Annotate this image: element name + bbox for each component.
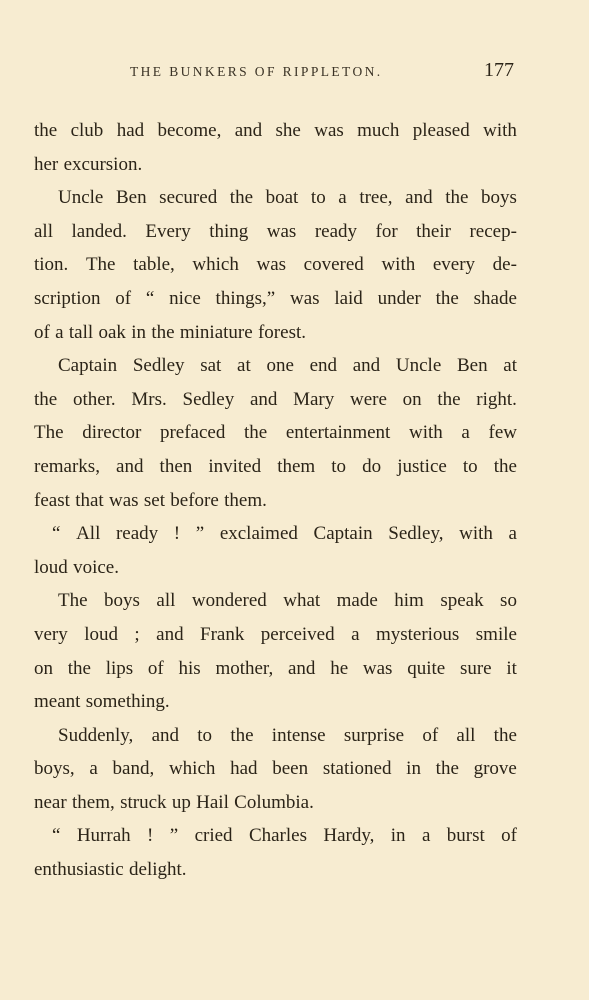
word: was [256, 254, 287, 276]
text-line [34, 719, 517, 753]
text-line [34, 584, 517, 618]
word: enthusiastic [34, 859, 124, 881]
text-line [34, 551, 517, 585]
word: for [375, 220, 398, 242]
text-line [34, 383, 517, 417]
word: what [283, 590, 321, 612]
text-line [34, 181, 517, 215]
word: Captain [58, 355, 118, 377]
word: thing [209, 220, 249, 242]
word: ! [147, 825, 154, 847]
word: all [156, 590, 176, 612]
word: which [192, 254, 239, 276]
word: the [445, 187, 469, 209]
word: feast [34, 489, 70, 511]
word: all [456, 724, 476, 746]
word: secured [159, 187, 218, 209]
word: The [85, 254, 116, 276]
word: the [34, 388, 58, 410]
word: the [67, 657, 91, 679]
word: near [34, 791, 67, 813]
text-line [34, 819, 517, 853]
word: ” [195, 523, 205, 545]
word: under [377, 287, 421, 309]
word: prefaced [159, 422, 226, 444]
text-line [34, 450, 517, 484]
word: of [422, 724, 439, 746]
word: covered [303, 254, 364, 276]
word: excursion. [63, 153, 143, 175]
word: in [390, 825, 406, 847]
word: were [349, 388, 387, 410]
word: de- [492, 254, 517, 276]
word: Hardy, [323, 825, 375, 847]
running-title: THE BUNKERS OF RIPPLETON. [130, 64, 383, 79]
word: Frank [200, 623, 245, 645]
word: something. [85, 691, 170, 713]
text-line [34, 652, 517, 686]
word: tion. [34, 254, 69, 276]
word: exclaimed [219, 523, 298, 545]
word: had [230, 758, 258, 780]
word: at [503, 355, 517, 377]
word: in [131, 321, 147, 343]
text-line [34, 853, 517, 887]
word: All [76, 523, 101, 545]
word: sat [200, 355, 222, 377]
word: with [459, 523, 493, 545]
word: grove [473, 758, 517, 780]
word: director [82, 422, 142, 444]
word: the [435, 758, 459, 780]
word: invited [208, 455, 262, 477]
text-line [34, 517, 517, 551]
word: tall [68, 321, 94, 343]
word: been [272, 758, 309, 780]
word: with [483, 120, 517, 141]
text-line [34, 752, 517, 786]
word: tree, [359, 187, 393, 209]
word: up [171, 791, 191, 813]
word: Ben [115, 187, 147, 209]
word: forest. [257, 321, 306, 343]
word: the [230, 724, 254, 746]
word: loud [34, 556, 68, 578]
word: a [89, 758, 98, 780]
word: table, [133, 254, 175, 276]
word: at [237, 355, 251, 377]
word: The [58, 590, 88, 612]
word: was [109, 489, 139, 511]
word: on [402, 388, 422, 410]
word: and [116, 455, 144, 477]
word: shade [473, 287, 517, 309]
text-line [34, 148, 517, 182]
word: in [406, 758, 421, 780]
word: he [330, 657, 349, 679]
body-text [34, 114, 517, 887]
word: struck [120, 791, 167, 813]
word: pleased [412, 120, 470, 141]
word: wondered [191, 590, 267, 612]
word: one [266, 355, 294, 377]
word: was [314, 120, 344, 141]
word: miniature [179, 321, 253, 343]
word: so [500, 590, 517, 612]
word: of [34, 321, 50, 343]
word: ; [134, 623, 140, 645]
word: Sedley [182, 388, 235, 410]
word: “ [145, 287, 155, 309]
word: the [435, 287, 459, 309]
page-number: 177 [484, 59, 514, 81]
word: do [362, 455, 382, 477]
word: before [170, 489, 219, 511]
word: and [156, 623, 184, 645]
word: on [34, 657, 53, 679]
word: smile [475, 623, 517, 645]
word: and [405, 187, 433, 209]
word: laid [334, 287, 363, 309]
word: much [357, 120, 400, 141]
word: ” [169, 825, 179, 847]
word: her [34, 153, 59, 175]
word: and [352, 355, 381, 377]
word: sure [459, 657, 492, 679]
word: it [506, 657, 517, 679]
running-head [36, 59, 514, 86]
word: the [437, 388, 461, 410]
text-line [34, 215, 517, 249]
word: made [336, 590, 378, 612]
word: boat [265, 187, 299, 209]
word: his [178, 657, 201, 679]
word: and [288, 657, 316, 679]
word: a [351, 623, 360, 645]
word: a [55, 321, 64, 343]
word: the [493, 455, 517, 477]
word: a [338, 187, 347, 209]
word: justice [397, 455, 447, 477]
word: was [289, 287, 320, 309]
word: oak [98, 321, 126, 343]
text-line [34, 282, 517, 316]
word: “ [52, 825, 61, 847]
word: mother, [215, 657, 274, 679]
word: them. [224, 489, 267, 511]
word: Mary [293, 388, 335, 410]
word: very [34, 623, 68, 645]
word: that [75, 489, 104, 511]
word: club [70, 120, 104, 141]
word: voice. [73, 556, 119, 578]
word: loud [84, 623, 118, 645]
word: all [34, 220, 53, 242]
word: them [277, 455, 316, 477]
word: Uncle [58, 187, 104, 209]
word: was [362, 657, 393, 679]
word: speak [440, 590, 484, 612]
word: the [151, 321, 175, 343]
text-line [34, 248, 517, 282]
word: the [493, 724, 517, 746]
word: lips [105, 657, 134, 679]
word: the [34, 120, 58, 141]
word: him [394, 590, 424, 612]
word: Sedley [132, 355, 185, 377]
word: landed. [71, 220, 127, 242]
word: them, [72, 791, 115, 813]
text-line [34, 349, 517, 383]
word: meant [34, 691, 81, 713]
word: few [488, 422, 517, 444]
word: a [421, 825, 431, 847]
word: intense [271, 724, 326, 746]
word: Charles [248, 825, 307, 847]
word: surprise [343, 724, 405, 746]
word: things,” [215, 287, 276, 309]
word: and [151, 724, 179, 746]
word: “ [52, 523, 61, 545]
word: Hail [196, 791, 229, 813]
word: other. [72, 388, 116, 410]
word: boys [481, 187, 517, 209]
word: ready [115, 523, 159, 545]
word: boys [104, 590, 140, 612]
word: to [462, 455, 478, 477]
word: delight. [129, 859, 187, 881]
word: the [243, 422, 268, 444]
word: right. [476, 388, 517, 410]
text-line [34, 786, 517, 820]
word: The [34, 422, 64, 444]
word: Ben [456, 355, 488, 377]
word: their [416, 220, 451, 242]
word: then [159, 455, 193, 477]
word: perceived [260, 623, 335, 645]
word: the [229, 187, 254, 209]
word: of [501, 825, 517, 847]
word: Uncle [395, 355, 442, 377]
text-line [34, 416, 517, 450]
word: had [116, 120, 145, 141]
word: and [234, 120, 263, 141]
word: Suddenly, [58, 724, 134, 746]
text-line [34, 114, 517, 148]
word: Captain [313, 523, 373, 545]
text-line [34, 484, 517, 518]
word: with [408, 422, 443, 444]
word: ! [173, 523, 181, 545]
word: become, [157, 120, 222, 141]
text-line [34, 685, 517, 719]
word: of [147, 657, 164, 679]
word: and [249, 388, 278, 410]
word: was [266, 220, 297, 242]
word: ready [314, 220, 358, 242]
word: end [309, 355, 338, 377]
word: Columbia. [234, 791, 314, 813]
word: a [508, 523, 517, 545]
word: a [461, 422, 470, 444]
word: mysterious [375, 623, 460, 645]
word: Sedley, [388, 523, 444, 545]
word: Hurrah [76, 825, 131, 847]
word: which [168, 758, 216, 780]
word: entertainment [285, 422, 391, 444]
word: to [310, 187, 326, 209]
word: scription [34, 287, 101, 309]
word: every [432, 254, 476, 276]
word: recep- [469, 220, 517, 242]
word: boys, [34, 758, 75, 780]
word: of [115, 287, 132, 309]
word: band, [112, 758, 155, 780]
word: nice [169, 287, 201, 309]
word: remarks, [34, 455, 100, 477]
text-line [34, 316, 517, 350]
word: with [381, 254, 416, 276]
word: quite [407, 657, 446, 679]
word: cried [194, 825, 233, 847]
word: burst [446, 825, 485, 847]
word: Every [145, 220, 191, 242]
word: stationed [322, 758, 392, 780]
text-line [34, 618, 517, 652]
word: set [143, 489, 165, 511]
word: she [275, 120, 301, 141]
word: to [331, 455, 347, 477]
word: to [197, 724, 213, 746]
word: Mrs. [131, 388, 167, 410]
